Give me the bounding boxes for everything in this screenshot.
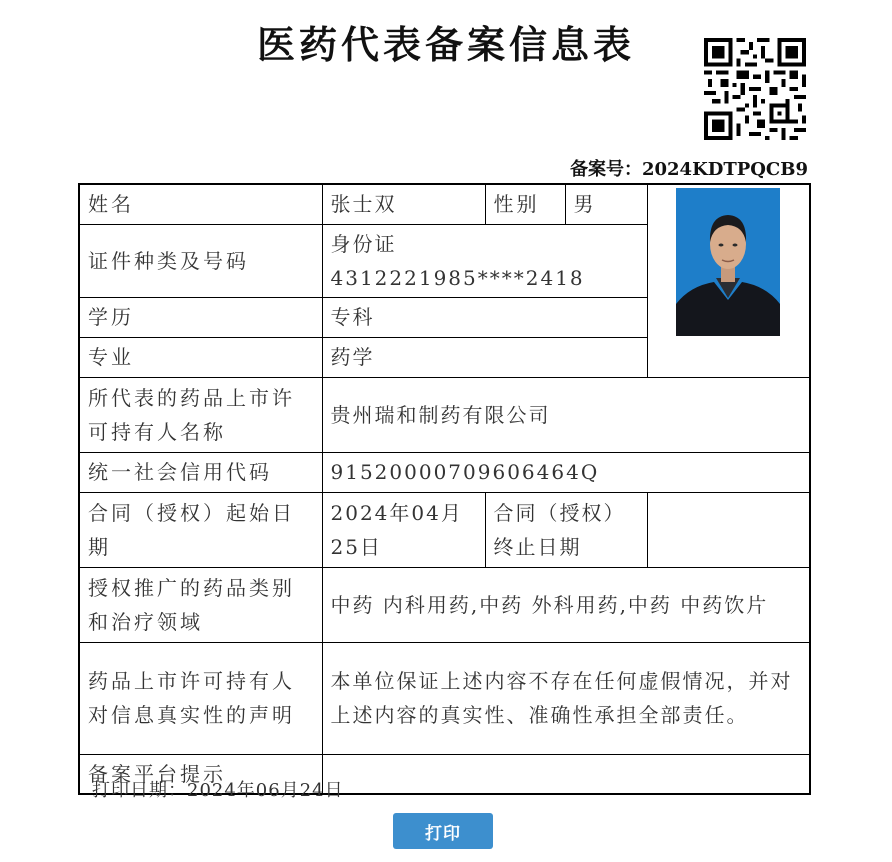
scope-label: 授权推广的药品类别和治疗领域 [79, 567, 322, 642]
print-date-value: 2024年06月24日 [187, 780, 344, 801]
holder-value: 贵州瑞和制药有限公司 [322, 377, 810, 452]
info-table [78, 183, 811, 795]
contract-end-value [647, 492, 810, 567]
education-label: 学历 [79, 297, 322, 337]
page-title: 医药代表备案信息表 [256, 23, 635, 67]
qr-code [704, 38, 806, 140]
print-date-label: 打印日期： [92, 780, 187, 801]
record-number [570, 155, 808, 181]
declaration-value: 本单位保证上述内容不存在任何虚假情况，并对上述内容的真实性、准确性承担全部责任。 [322, 642, 810, 754]
name-value: 张士双 [322, 184, 485, 224]
credit-code-value: 91520000709606464Q [322, 452, 810, 492]
gender-value: 男 [565, 184, 647, 224]
holder-label: 所代表的药品上市许可持有人名称 [79, 377, 322, 452]
print-date [92, 776, 344, 802]
table-row [79, 452, 810, 492]
name-label: 姓名 [79, 184, 322, 224]
id-label: 证件种类及号码 [79, 224, 322, 297]
platform-notice-label: 备案平台提示 [79, 754, 322, 794]
education-value: 专科 [322, 297, 647, 337]
print-button[interactable]: 打印 [393, 813, 493, 849]
table-row [79, 492, 810, 567]
id-value: 身份证 4312221985****2418 [322, 224, 647, 297]
table-row [79, 642, 810, 754]
record-number-value: 2024KDTPQCB9 [641, 159, 808, 180]
table-row [79, 567, 810, 642]
record-number-label: 备案号： [569, 159, 642, 180]
id-photo [676, 188, 780, 336]
contract-start-label: 合同（授权）起始日期 [79, 492, 322, 567]
table-row [79, 184, 810, 224]
contract-end-label: 合同（授权）终止日期 [485, 492, 647, 567]
major-label: 专业 [79, 337, 322, 377]
contract-start-value: 2024年04月25日 [322, 492, 485, 567]
major-value: 药学 [322, 337, 647, 377]
platform-notice-value [322, 754, 810, 794]
photo-cell [647, 184, 810, 377]
gender-label: 性别 [485, 184, 565, 224]
declaration-label: 药品上市许可持有人对信息真实性的声明 [79, 642, 322, 754]
table-row [79, 377, 810, 452]
credit-code-label: 统一社会信用代码 [79, 452, 322, 492]
scope-value: 中药 内科用药,中药 外科用药,中药 中药饮片 [322, 567, 810, 642]
